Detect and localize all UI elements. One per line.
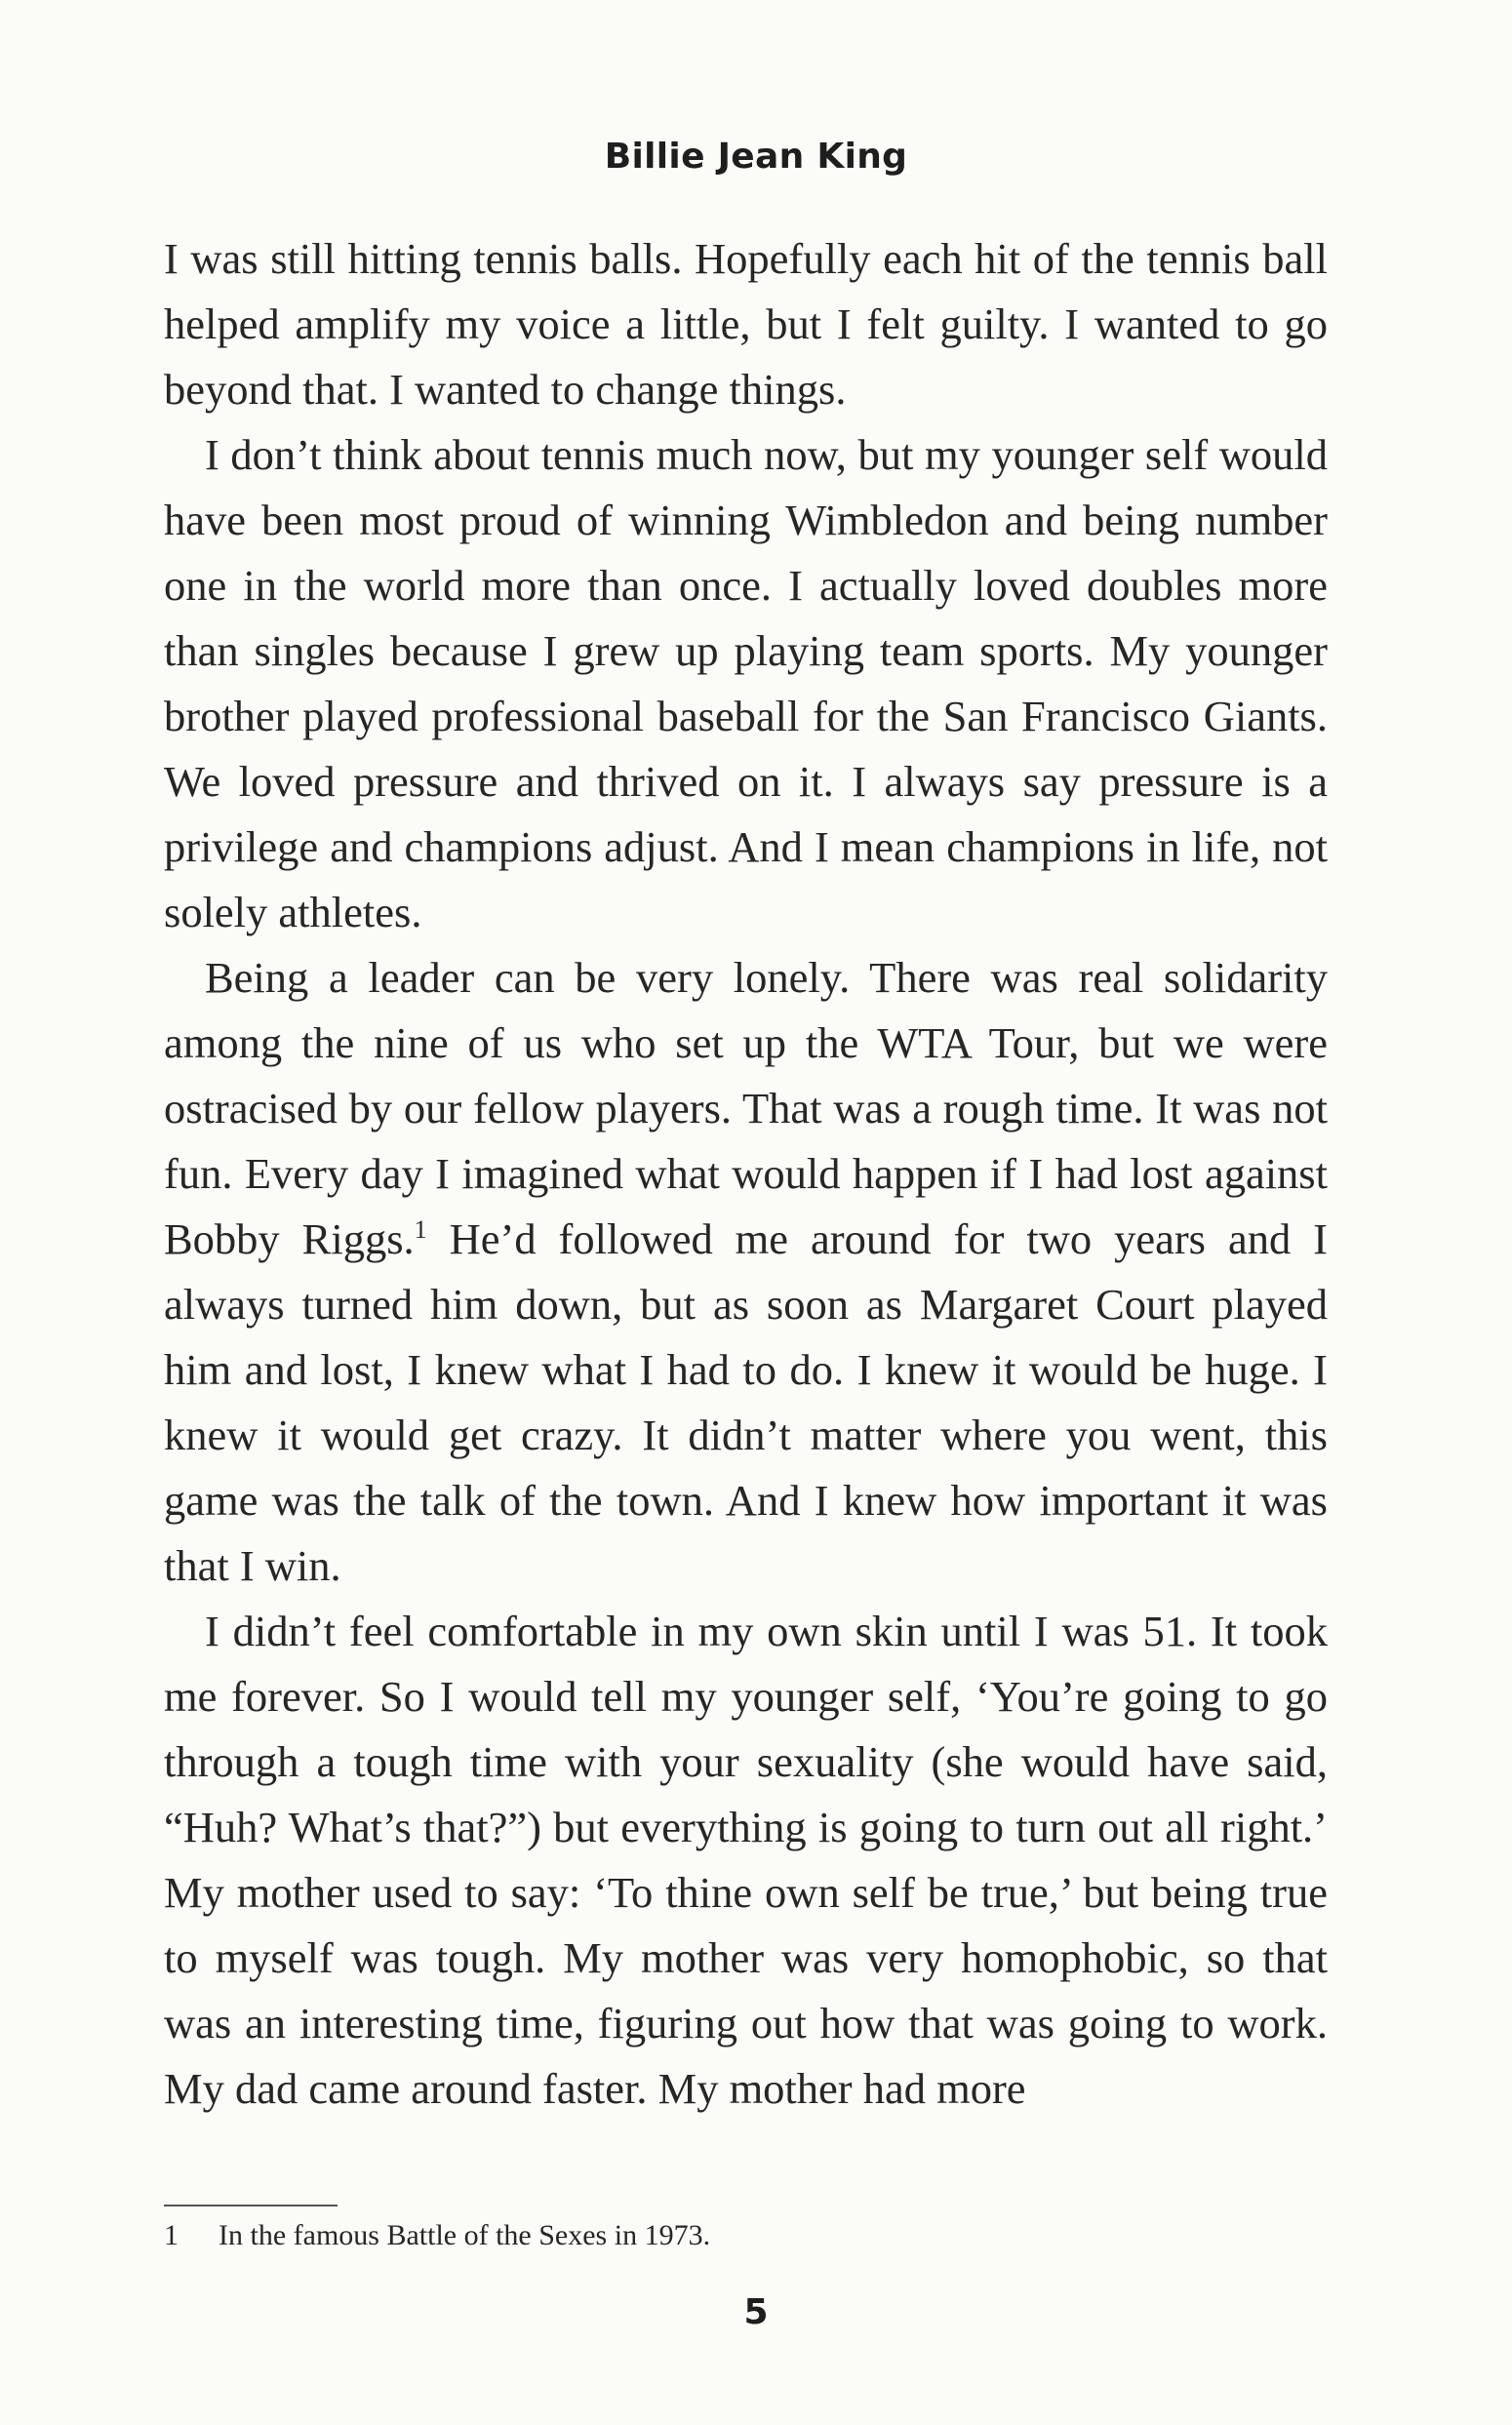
footnote-text: In the famous Battle of the Sexes in 1973. [219, 2219, 711, 2251]
paragraph-4: I didn’t feel comfortable in my own skin until I was 51. It took me forever. So I would tell my younger self, ‘You’re going to go through a tough time with your sexuality (she would have said, “Huh? What’s that?”) but everything is going to turn out all right.’ My mother used to say: ‘To thine own self be true,’ but being true to myself was tough. My mother was very homophobic, so that was an interesting time, figuring out how that was going to work. My dad came around faster. My mother had more [164, 1607, 1328, 2113]
paragraph-1: I was still hitting tennis balls. Hopefully each hit of the tennis ball helped amplify my voice a little, but I felt guilty. I wanted to go beyond that. I wanted to change things. [164, 234, 1328, 414]
page-number: 5 [743, 2292, 769, 2332]
body-text [164, 226, 1328, 2122]
footnote [164, 2216, 1328, 2255]
paragraph-3 [164, 945, 1328, 1599]
footnote-number: 1 [164, 2219, 179, 2251]
paragraph-3-text-before-note: Being a leader can be very lonely. There was real solidarity among the nine of us who set up the WTA Tour, but we were ostracised by our fellow players. That was a rough time. It was not fun. Every day I imagined what would happen if I had lost against Bobby Riggs. [164, 953, 1328, 1263]
footnote-marker[interactable]: 1 [414, 1215, 427, 1245]
paragraph-2: I don’t think about tennis much now, but my younger self would have been most proud of winning Wimbledon and being number one in the world more than once. I actually loved doubles more than singles because I grew up playing team sports. My younger brother played professional baseball for the San Francisco Giants. We loved pressure and thrived on it. I always say pressure is a privilege and champions adjust. And I mean champions in life, not solely athletes. [164, 430, 1328, 936]
paragraph-3-text-after-note: He’d followed me around for two years and I always turned him down, but as soon as Margaret Court played him and lost, I knew what I had to do. I knew it would be huge. I knew it would get crazy. It didn’t matter where you went, this game was the talk of the town. And I knew how important it was that I win. [164, 1214, 1329, 1590]
running-head: Billie Jean King [604, 137, 908, 177]
footnote-divider [164, 2205, 338, 2206]
